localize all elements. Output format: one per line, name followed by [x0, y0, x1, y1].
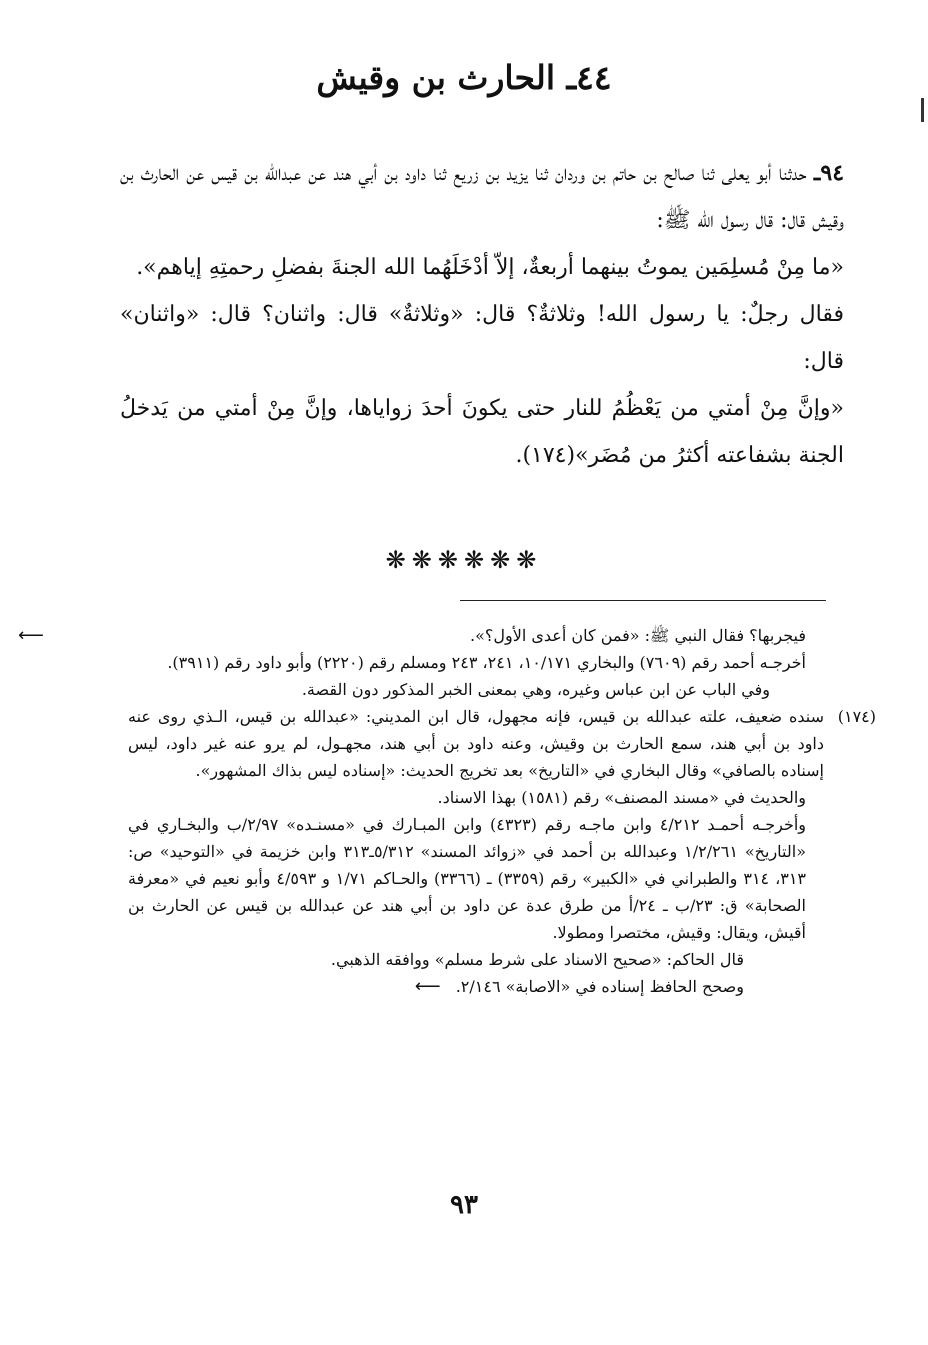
continuation-arrow-icon: ⟵ [18, 625, 44, 646]
page-number: ٩٣ [450, 1190, 478, 1220]
footnote-continued-bab: وفي الباب عن ابن عباس وغيره، وهي بمعنى الخبر المذكور دون القصة. [301, 680, 770, 699]
footnote-174-para4: قال الحاكم: «صحيح الاسناد على شرط مسلم» ووافقه الذهبي. [330, 950, 744, 969]
hadith-isnad-paragraph [120, 150, 844, 244]
footnote-continued-takhrij: أخرجـه أحمد رقم (٧٦٠٩) والبخاري ١٠/١٧١، ٢٤١، ٢٤٣ ومسلم رقم (٢٢٢٠) وأبو داود رقم (٣٩١١). [167, 653, 806, 672]
footnote-174-para1-wrap [128, 703, 876, 784]
section-separator: ❋❋❋❋❋❋ [385, 546, 543, 574]
hadith-number: ٩٤ـ [813, 160, 845, 186]
footnote-divider [460, 600, 826, 601]
footnote-continuation [18, 622, 824, 649]
footnotes [18, 622, 876, 1000]
footnote-number: (١٧٤) [837, 707, 876, 726]
footnote-continued-line: فيجربها؟ فقال النبي ﷺ: «فمن كان أعدى الأول؟». [469, 626, 806, 645]
hadith-matn-2: «وإنَّ مِنْ أمتي من يَعْظُمُ للنار حتى يكونَ أحدَ زواياها، وإنَّ مِنْ أمتي من يَدخلُ الجنة بشفاعته أكثرُ من مُضَر»(١٧٤). [120, 396, 844, 468]
footnote-174-para2: والحديث في «مسند المصنف» رقم (١٥٨١) بهذا الاسناد. [437, 788, 806, 807]
footnote-174-para3: وأخرجـه أحمـد ٤/٢١٢ وابن ماجـه رقم (٤٣٢٣) وابن المبـارك في «مسنـده» ٢/٩٧/ب والبخـاري في «التاريخ» ١/٢/٢٦١ وعبدالله بن أحمد في «زوائد المسند» ٥/٣١٢ـ٣١٣ وابن خزيمة في «التوحيد» ص: ٣١٣، ٣١٤ والطبراني في «الكبير» رقم (٣٣٥٩) ـ (٣٣٦٦) والحـاكم ١/٧١ و ٤/٥٩٣ وأبو نعيم في «معرفة الصحابة» ق: ٢٣/ب ـ ٢٤/أ من طرق عدة عن داود بن أبي هند عن عبدالله بن قيس عن الحارث بن أقيش، ويقال: وقيش، مختصرا ومطولا. [128, 815, 807, 942]
footnote-174-para5: وصحح الحافظ إسناده في «الاصابة» ٢/١٤٦. [455, 977, 744, 996]
footnote-174 [128, 703, 876, 1000]
footnote-174-para1: سنده ضعيف، علته عبدالله بن قيس، فإنه مجهول، قال ابن المديني: «عبدالله بن قيس، الـذي روى عنه داود بن أبي هند، سمع الحارث بن وقيش، وعنه داود بن أبي هند، مجهـول، لم يرو عنه غير داود، ليس إسناده بالصافي» وقال البخاري في «التاريخ» بعد تخريج الحديث: «إسناده ليس بذاك المشهور». [128, 707, 825, 780]
footnote-174-para5-wrap [128, 973, 824, 1000]
hadith-dialogue: فقال رجلٌ: يا رسول الله! وثلاثةٌ؟ قال: «وثلاثةٌ» قال: واثنان؟ قال: «واثنان» قال: [120, 302, 844, 374]
chapter-title: ٤٤ـ الحارث بن وقيش [316, 58, 612, 97]
page-edge-mark [921, 98, 924, 122]
hadith-isnad: حدثنا أبو يعلى ثنا صالح بن حاتم بن وردان ثنا يزيد بن زريع ثنا داود بن أبي هند عن عبدالله بن قيس عن الحارث بن وقيش قال: قال رسول الله ﷺ: [120, 161, 844, 233]
hadith-matn-1: «ما مِنْ مُسلِمَين يموتُ بينهما أربعةٌ، إلاّ أدْخَلَهُما الله الجنةَ بفضلِ رحمتِهِ إياهم». [136, 255, 844, 280]
end-arrow-icon: ⟵ [414, 976, 441, 997]
hadith-body [120, 150, 844, 479]
